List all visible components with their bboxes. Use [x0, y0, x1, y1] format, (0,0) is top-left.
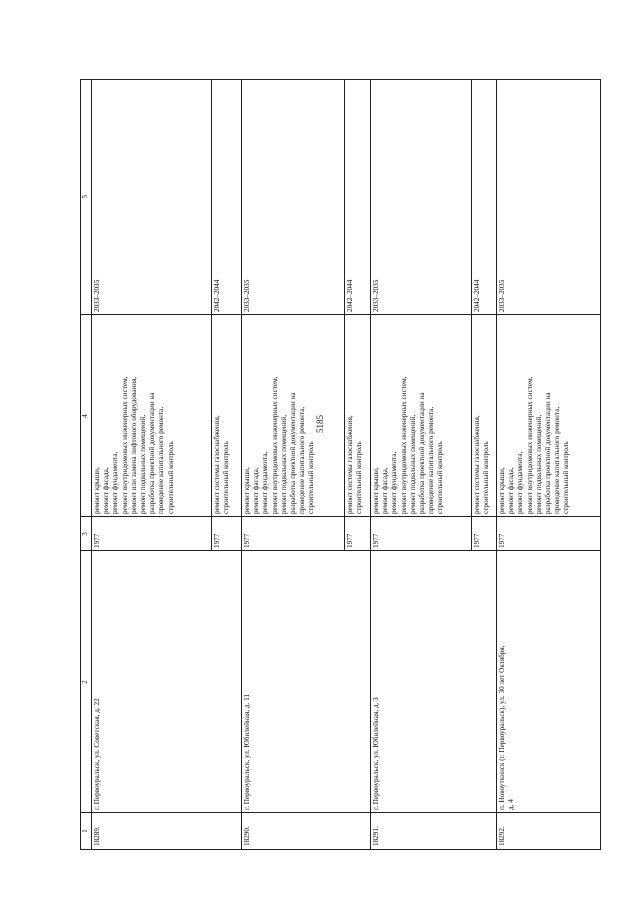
period: 2042–2044 — [213, 279, 221, 312]
works-list: ремонт системы газоснабжения, строительный контроль — [473, 415, 491, 514]
build-year: 1977 — [372, 533, 380, 548]
column-header: 3 — [81, 532, 89, 536]
build-year: 1977 — [213, 533, 221, 548]
address: п. Новоуткинск (г. Первоуральск), ул. 30 лет Октября, д. 4 — [498, 645, 516, 810]
build-year: 1977 — [243, 533, 251, 548]
column-header: 4 — [81, 414, 89, 418]
period: 2033–2035 — [372, 279, 380, 312]
address: г. Первоуральск, ул. Юбилейная, д. 11 — [243, 693, 251, 810]
works-list: ремонт системы газоснабжения, строительный контроль — [213, 415, 231, 514]
row-number: 18290. — [243, 826, 251, 846]
works-list: ремонт крыши, ремонт фасада, ремонт фундамента, ремонт внутридомовых инженерных систем, ремонт подвальных помещений, разработка проектной документации на проведение капитального ремонта, строительный контроль — [498, 376, 571, 514]
page-number: 5185 — [315, 415, 325, 433]
build-year: 1977 — [93, 533, 101, 548]
works-list: ремонт крыши, ремонт фасада, ремонт фундамента, ремонт внутридомовых инженерных систем, ремонт подвальных помещений, разработка проектной документации на проведение капитального ремонта, строительный контроль — [243, 376, 316, 514]
works-list: ремонт крыши, ремонт фасада, ремонт фундамента, ремонт внутридомовых инженерных систем, ремонт или замена лифтового оборудования, ремонт подвальных помещений, разработка проектной документации на проведение капитального ремонта, строительный контроль — [93, 376, 175, 514]
row-number: 18292. — [498, 826, 506, 846]
build-year: 1977 — [346, 533, 354, 548]
works-list: ремонт системы газоснабжения, строительный контроль — [346, 415, 364, 514]
build-year: 1977 — [473, 533, 481, 548]
period: 2042–2044 — [473, 279, 481, 312]
build-year: 1977 — [498, 533, 506, 548]
period: 2042–2044 — [346, 279, 354, 312]
table-wrapper — [80, 79, 601, 850]
address: г. Первоуральск, ул. Юбилейная, д. 3 — [372, 697, 380, 810]
column-header: 2 — [81, 680, 89, 684]
period: 2033–2035 — [243, 279, 251, 312]
repair-schedule-table — [80, 79, 601, 850]
period: 2033–2035 — [498, 279, 506, 312]
column-header: 1 — [81, 829, 89, 833]
period: 2033–2035 — [93, 279, 101, 312]
address: г. Первоуральск, ул. Советская, д. 22 — [93, 698, 101, 810]
column-header: 5 — [81, 194, 89, 199]
works-list: ремонт крыши, ремонт фасада, ремонт фундамента, ремонт внутридомовых инженерных систем, ремонт подвальных помещений, разработка проектной документации на проведение капитального ремонта, строительный контроль — [372, 376, 445, 514]
row-number: 18289. — [93, 826, 101, 846]
row-number: 18291. — [372, 826, 380, 846]
